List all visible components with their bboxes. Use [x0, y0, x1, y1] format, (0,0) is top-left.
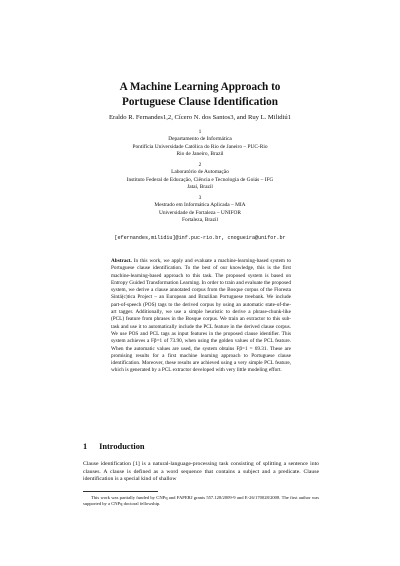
author-emails: [efernandes,milidiu]@inf.puc-rio.br, cnogueira@unifor.br	[114, 235, 286, 241]
intro-paragraph: Clause identification [1] is a natural-language-processing task consisting of splitting a sentence into clauses. A clause is defined as a word sequence that contains a subject and a predicate. Clause identification is a special kind of shallow	[83, 461, 319, 483]
title-line-1: A Machine Learning Approach to	[119, 81, 281, 93]
affiliation-1-line-2: Pontifícia Universidade Católica do Rio de Janeiro – PUC-Rio	[132, 143, 268, 150]
affiliation-3-line-1: Mestrado em Informática Aplicada – MIA	[154, 202, 246, 209]
affiliation-2-mark: 2	[198, 161, 202, 168]
paper-title	[0, 80, 400, 110]
affiliation-2-line-3: Jataí, Brazil	[187, 183, 213, 190]
affiliation-3-line-3: Fortaleza, Brazil	[182, 216, 218, 223]
affiliation-3-mark: 3	[198, 194, 202, 201]
author-list: Eraldo R. Fernandes1,2, Cícero N. dos Santos3, and Ruy L. Milidiú1	[108, 114, 292, 121]
affiliation-2	[0, 162, 400, 191]
affiliation-2-line-2: Instituto Federal de Educação, Ciência e Tecnologia de Goiás – IFG	[126, 176, 274, 183]
section-number: 1	[83, 442, 88, 451]
footnote-text: This work was partially funded by CNPq and FAPERJ grants 557.128/2009-9 and E-26/170028/2008. The first author was supported by a CNPq doctoral fellowship.	[83, 495, 319, 507]
affiliation-1-line-1: Departamento de Informática	[168, 136, 232, 143]
affiliations	[0, 129, 400, 228]
affiliation-3-line-2: Universidade de Fortaleza – UNIFOR	[158, 209, 242, 216]
affiliation-2-line-1: Laboratório de Automação	[171, 169, 229, 176]
footnote-rule	[83, 491, 158, 492]
affiliation-3	[0, 195, 400, 224]
section-heading	[83, 441, 145, 452]
affiliation-1-mark: 1	[198, 129, 202, 135]
section-title: Introduction	[99, 442, 145, 451]
abstract-label: Abstract.	[111, 258, 132, 264]
abstract	[111, 258, 291, 375]
affiliation-1-line-3: Rio de Janeiro, Brazil	[176, 150, 224, 157]
abstract-text: In this work, we apply and evaluate a machine-learning-based system to Portuguese clause identification. To the best of our knowledge, this is the first machine-learning-based approach to this task. The proposed system is based on Entropy Guided Transformation Learning. In order to train and evaluate the proposed system, we derive a clause annotated corpus from the Bosque corpus of the Floresta Sintá(c)tica Project – an European and Brazilian Portuguese treebank. We include part-of-speech (POS) tags to the derived corpus by using an automatic state-of-the-art tagger. Additionally, we use a simple heuristic to derive a phrase-chunk-like (PCL) feature from phrases in the Bosque corpus. We train an extractor to this sub-task and use it to automatically include the PCL feature in the derived clause corpus. We use POS and PCL tags as input features in the proposed clause identifier. This system achieves a Fβ=1 of 73.90, when using the golden values of the PCL feature. When the automatic values are used, the system obtains Fβ=1 = 69.31. These are promising results for a first machine learning approach to Portuguese clause identification. Moreover, these results are achieved using a very simple PCL feature, which is generated by a PCL extractor developed with very little modeling effort.	[111, 258, 291, 374]
funding-footnote	[83, 495, 319, 507]
affiliation-1	[0, 129, 400, 158]
title-line-2: Portuguese Clause Identification	[122, 96, 278, 108]
